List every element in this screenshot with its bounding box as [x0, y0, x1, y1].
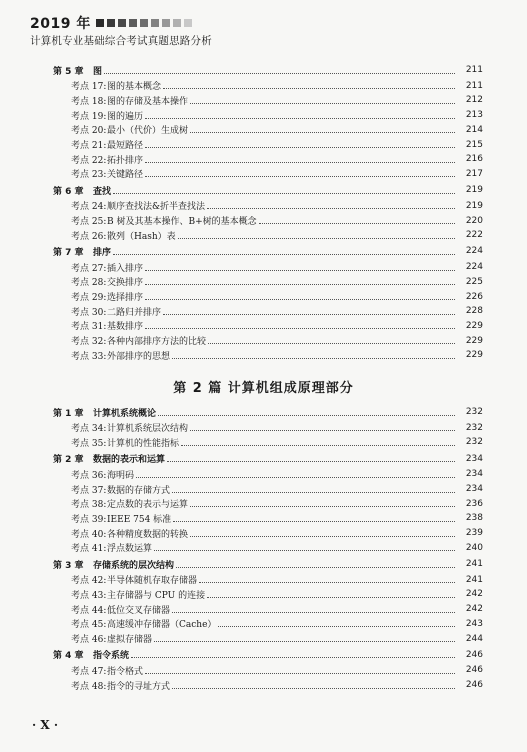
dot-leader — [154, 640, 455, 642]
dot-leader — [145, 146, 455, 148]
page-ref: 216 — [465, 154, 483, 165]
topic-number: 考点 39: — [71, 514, 107, 525]
dot-leader — [145, 327, 455, 329]
toc-item-row[interactable] — [0, 319, 527, 333]
dot-leader — [207, 207, 455, 209]
chapter-title: 排序 — [93, 247, 112, 258]
page-ref: 215 — [465, 139, 483, 150]
topic-title: 选择排序 — [107, 293, 144, 303]
topic-title: 顺序查找法&折半查找法 — [107, 202, 206, 213]
topic-title: 定点数的表示与运算 — [107, 500, 189, 511]
topic-title: 指令的寻址方式 — [107, 681, 171, 692]
topic-title: 插入排序 — [107, 263, 144, 274]
topic-number: 考点 27: — [71, 263, 107, 274]
toc-chapter-row[interactable] — [0, 405, 527, 419]
topic-number: 考点 44: — [71, 605, 107, 616]
topic-number: 考点 30: — [71, 307, 107, 318]
toc-item-row[interactable] — [0, 663, 527, 677]
topic-number: 考点 18: — [71, 96, 107, 107]
topic-number: 考点 32: — [71, 337, 107, 348]
chapter-number: 第 4 章 — [53, 651, 84, 662]
dot-leader — [131, 656, 455, 658]
topic-number: 考点 22: — [71, 155, 107, 166]
dot-leader — [158, 414, 455, 416]
topic-number: 考点 24: — [71, 202, 107, 213]
topic-title: 各种精度数据的转换 — [107, 529, 189, 540]
toc-item-row[interactable] — [0, 228, 527, 242]
dot-leader — [163, 87, 455, 89]
dot-leader — [163, 313, 455, 315]
topic-number: 考点 28: — [71, 278, 107, 289]
topic-title: 各种内部排序方法的比较 — [107, 337, 207, 348]
page-ref: 242 — [465, 589, 483, 600]
topic-number: 考点 46: — [71, 635, 107, 645]
topic-title: 最短路径 — [107, 141, 144, 151]
page-ref: 234 — [465, 484, 483, 494]
page-ref: 246 — [465, 665, 483, 676]
page-ref: 246 — [465, 649, 483, 660]
toc-item-row[interactable] — [0, 617, 527, 631]
header-decor-square — [184, 19, 192, 27]
topic-title: 主存储器与 CPU 的连接 — [107, 590, 206, 601]
dot-leader — [145, 161, 455, 163]
toc-item-row[interactable] — [0, 482, 527, 496]
topic-number: 考点 35: — [71, 438, 107, 449]
dot-leader — [145, 672, 455, 674]
dot-leader — [145, 269, 455, 271]
chapter-number: 第 1 章 — [53, 408, 84, 419]
toc-item-row[interactable] — [0, 602, 527, 616]
topic-title: 计算机系统层次结构 — [107, 424, 189, 435]
topic-title: 关键路径 — [107, 170, 144, 181]
topic-number: 考点 31: — [71, 322, 107, 333]
topic-number: 考点 33: — [71, 351, 107, 362]
dot-leader — [145, 283, 455, 285]
page-ref: 222 — [465, 230, 483, 241]
toc-item-row[interactable] — [0, 214, 527, 228]
header-decor-squares — [96, 19, 192, 27]
page-ref: 211 — [465, 80, 483, 91]
topic-number: 考点 21: — [71, 141, 107, 151]
header-title-line — [30, 14, 500, 32]
page-ref: 234 — [465, 453, 483, 464]
chapter-number: 第 3 章 — [53, 560, 84, 571]
toc-item-row[interactable] — [0, 421, 527, 435]
dot-leader — [199, 581, 455, 583]
topic-title: 拓扑排序 — [107, 155, 144, 166]
toc-item-row[interactable] — [0, 497, 527, 511]
page-ref: 239 — [465, 528, 483, 539]
toc-chapter-row[interactable] — [0, 183, 527, 197]
topic-number: 考点 41: — [71, 544, 107, 555]
topic-number: 考点 20: — [71, 126, 107, 137]
header-year: 2019 年 — [30, 16, 91, 32]
topic-title: 基数排序 — [107, 322, 144, 333]
dot-leader — [218, 625, 455, 627]
page-ref: 242 — [465, 604, 483, 615]
dot-leader — [190, 131, 455, 133]
topic-title: B 树及其基本操作、B+树的基本概念 — [107, 217, 257, 227]
topic-number: 考点 45: — [71, 620, 107, 631]
dot-leader — [172, 611, 455, 613]
page-number: · X · — [32, 718, 59, 732]
toc-item-row[interactable] — [0, 123, 527, 137]
header-decor-square — [162, 19, 170, 27]
dot-leader — [113, 253, 455, 255]
page-ref: 238 — [465, 513, 483, 524]
page-ref: 232 — [465, 407, 483, 417]
dot-leader — [113, 192, 455, 194]
toc-item-row[interactable] — [0, 511, 527, 525]
chapter-title: 数据的表示和运算 — [93, 455, 166, 466]
topic-number: 考点 48: — [71, 681, 107, 692]
topic-title: 浮点数运算 — [107, 544, 153, 555]
topic-title: 图的基本概念 — [107, 82, 162, 93]
chapter-title: 指令系统 — [93, 651, 130, 662]
page-ref: 214 — [465, 124, 483, 135]
page-ref: 246 — [465, 680, 483, 691]
page-ref: 244 — [465, 633, 483, 644]
toc-chapter-row[interactable] — [0, 648, 527, 662]
dot-leader — [145, 175, 455, 177]
page-ref: 228 — [465, 306, 483, 317]
toc-chapter-row[interactable] — [0, 63, 527, 77]
dot-leader — [190, 102, 455, 104]
page-ref: 229 — [465, 320, 483, 331]
topic-number: 考点 40: — [71, 529, 107, 540]
toc-item-row[interactable] — [0, 275, 527, 289]
toc-item-row[interactable] — [0, 199, 527, 213]
page-ref: 217 — [465, 168, 483, 179]
toc-chapter-row[interactable] — [0, 557, 527, 571]
topic-title: 外部排序的思想 — [107, 351, 171, 362]
dot-leader — [208, 342, 455, 344]
topic-title: 海明码 — [107, 470, 135, 481]
topic-number: 考点 34: — [71, 424, 107, 435]
page-ref: 211 — [465, 65, 483, 75]
toc-item-row[interactable] — [0, 573, 527, 587]
topic-title: 虚拟存储器 — [107, 635, 153, 645]
page-ref: 224 — [465, 262, 483, 273]
dot-leader — [104, 72, 455, 74]
topic-title: 半导体随机存取存储器 — [107, 576, 198, 587]
topic-title: 低位交叉存储器 — [107, 605, 171, 616]
topic-title: 散列（Hash）表 — [107, 231, 176, 242]
header-decor-square — [129, 19, 137, 27]
chapter-title: 存储系统的层次结构 — [93, 560, 175, 571]
toc-item-row[interactable] — [0, 435, 527, 449]
toc-item-row[interactable] — [0, 167, 527, 181]
topic-number: 考点 37: — [71, 485, 107, 496]
dot-leader — [136, 476, 455, 478]
chapter-title: 计算机系统概论 — [93, 408, 157, 419]
toc-item-row[interactable] — [0, 587, 527, 601]
page-ref: 232 — [465, 422, 483, 433]
topic-title: IEEE 754 标准 — [107, 514, 172, 525]
page-ref: 229 — [465, 335, 483, 346]
chapter-title: 查找 — [93, 186, 112, 197]
chapter-number: 第 2 章 — [53, 455, 84, 466]
dot-leader — [190, 505, 455, 507]
topic-title: 数据的存储方式 — [107, 485, 171, 496]
header-decor-square — [140, 19, 148, 27]
toc-item-row[interactable] — [0, 108, 527, 122]
dot-leader — [190, 535, 455, 537]
chapter-number: 第 5 章 — [53, 66, 84, 77]
dot-leader — [145, 117, 455, 119]
page-ref: 220 — [465, 215, 483, 226]
chapter-title: 图 — [93, 66, 103, 77]
dot-leader — [176, 566, 455, 568]
toc-item-row[interactable] — [0, 138, 527, 152]
page-ref: 236 — [465, 498, 483, 509]
topic-number: 考点 19: — [71, 111, 107, 122]
chapter-number: 第 7 章 — [53, 247, 84, 258]
toc-item-row[interactable] — [0, 678, 527, 692]
dot-leader — [207, 596, 455, 598]
topic-title: 交换排序 — [107, 278, 144, 289]
header-decor-square — [107, 19, 115, 27]
page-ref: 219 — [465, 200, 483, 211]
dot-leader — [172, 357, 455, 359]
page-ref: 234 — [465, 469, 483, 480]
toc-item-row[interactable] — [0, 541, 527, 555]
page-ref: 213 — [465, 110, 483, 121]
topic-number: 考点 42: — [71, 576, 107, 587]
topic-title: 图的遍历 — [107, 111, 144, 122]
page-ref: 226 — [465, 291, 483, 302]
toc-item-row[interactable] — [0, 260, 527, 274]
topic-number: 考点 25: — [71, 217, 107, 227]
toc-item-row[interactable] — [0, 526, 527, 540]
toc-item-row[interactable] — [0, 152, 527, 166]
page-ref: 241 — [465, 574, 483, 585]
topic-title: 图的存储及基本操作 — [107, 96, 189, 107]
dot-leader — [259, 222, 455, 224]
dot-leader — [190, 429, 455, 431]
toc-item-row[interactable] — [0, 467, 527, 481]
dot-leader — [181, 444, 455, 446]
dot-leader — [145, 298, 455, 300]
toc-item-row[interactable] — [0, 348, 527, 362]
toc-chapter-row[interactable] — [0, 244, 527, 258]
page-ref: 240 — [465, 542, 483, 553]
toc-item-row[interactable] — [0, 93, 527, 107]
header-decor-square — [173, 19, 181, 27]
page-ref: 225 — [465, 276, 483, 287]
topic-number: 考点 43: — [71, 590, 107, 601]
header-subtitle: 计算机专业基础综合考试真题思路分析 — [30, 35, 212, 47]
topic-number: 考点 17: — [71, 82, 107, 93]
dot-leader — [167, 460, 455, 462]
topic-number: 考点 47: — [71, 666, 107, 677]
topic-title: 指令格式 — [107, 666, 144, 677]
topic-title: 计算机的性能指标 — [107, 438, 180, 449]
topic-title: 高速缓冲存储器（Cache） — [107, 620, 217, 631]
header-decor-square — [96, 19, 104, 27]
toc-item-row[interactable] — [0, 334, 527, 348]
toc-item-row[interactable] — [0, 79, 527, 93]
page-ref: 219 — [465, 185, 483, 196]
topic-number: 考点 26: — [71, 231, 107, 242]
dot-leader — [173, 520, 455, 522]
running-header — [30, 14, 500, 48]
toc-item-row[interactable] — [0, 290, 527, 304]
dot-leader — [154, 549, 455, 551]
header-decor-square — [151, 19, 159, 27]
topic-title: 二路归并排序 — [107, 307, 162, 318]
topic-number: 考点 23: — [71, 170, 107, 181]
chapter-number: 第 6 章 — [53, 186, 84, 197]
part-heading: 第 2 篇 计算机组成原理部分 — [173, 381, 354, 396]
topic-number: 考点 29: — [71, 293, 107, 303]
toc-chapter-row[interactable] — [0, 452, 527, 466]
toc-item-row[interactable] — [0, 304, 527, 318]
topic-number: 考点 38: — [71, 500, 107, 511]
dot-leader — [178, 237, 455, 239]
dot-leader — [172, 687, 455, 689]
topic-title: 最小（代价）生成树 — [107, 126, 189, 137]
page-ref: 212 — [465, 95, 483, 106]
page-ref: 241 — [465, 559, 483, 569]
header-decor-square — [118, 19, 126, 27]
page-ref: 224 — [465, 246, 483, 257]
dot-leader — [172, 491, 455, 493]
page-ref: 232 — [465, 437, 483, 448]
page-ref: 229 — [465, 350, 483, 361]
toc-item-row[interactable] — [0, 632, 527, 646]
page-ref: 243 — [465, 618, 483, 629]
topic-number: 考点 36: — [71, 470, 107, 481]
